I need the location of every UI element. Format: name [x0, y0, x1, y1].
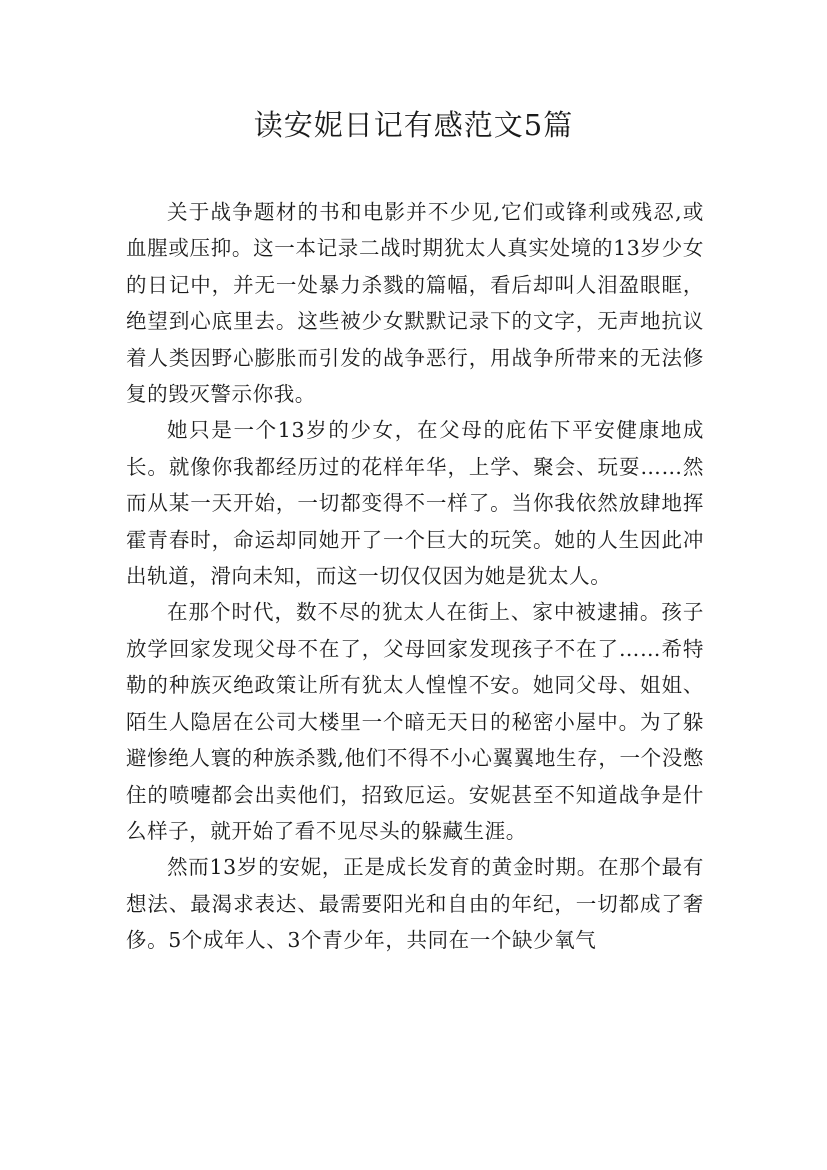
paragraph-3: 在那个时代，数不尽的犹太人在街上、家中被逮捕。孩子放学回家发现父母不在了，父母回家发现孩子不在了……希特勒的种族灭绝政策让所有犹太人惶惶不安。她同父母、姐姐、陌生人隐居在公司大楼里一个暗无天日的秘密小屋中。为了躲避惨绝人寰的种族杀戮,他们不得不小心翼翼地生存，一个没憋住的喷嚏都会出卖他们，招致厄运。安妮甚至不知道战争是什么样子，就开始了看不见尽头的躲藏生涯。: [126, 600, 704, 843]
paragraph-2: 她只是一个13岁的少女，在父母的庇佑下平安健康地成长。就像你我都经历过的花样年华，上学、聚会、玩耍……然而从某一天开始，一切都变得不一样了。当你我依然放肆地挥霍青春时，命运却同她开了一个巨大的玩笑。她的人生因此冲出轨道，滑向未知，而这一切仅仅因为她是犹太人。: [126, 418, 704, 589]
document-body: [126, 194, 704, 959]
paragraph-4: 然而13岁的安妮，正是成长发育的黄金时期。在那个最有想法、最渴求表达、最需要阳光和自由的年纪，一切都成了奢侈。5个成年人、3个青少年，共同在一个缺少氧气: [126, 855, 704, 953]
paragraph-1: 关于战争题材的书和电影并不少见,它们或锋利或残忍,或血腥或压抑。这一本记录二战时期犹太人真实处境的13岁少女的日记中，并无一处暴力杀戮的篇幅，看后却叫人泪盈眼眶，绝望到心底里去。这些被少女默默记录下的文字，无声地抗议着人类因野心膨胀而引发的战争恶行，用战争所带来的无法修复的毁灭警示你我。: [126, 200, 704, 407]
document-title: 读安妮日记有感范文5篇: [253, 108, 574, 142]
